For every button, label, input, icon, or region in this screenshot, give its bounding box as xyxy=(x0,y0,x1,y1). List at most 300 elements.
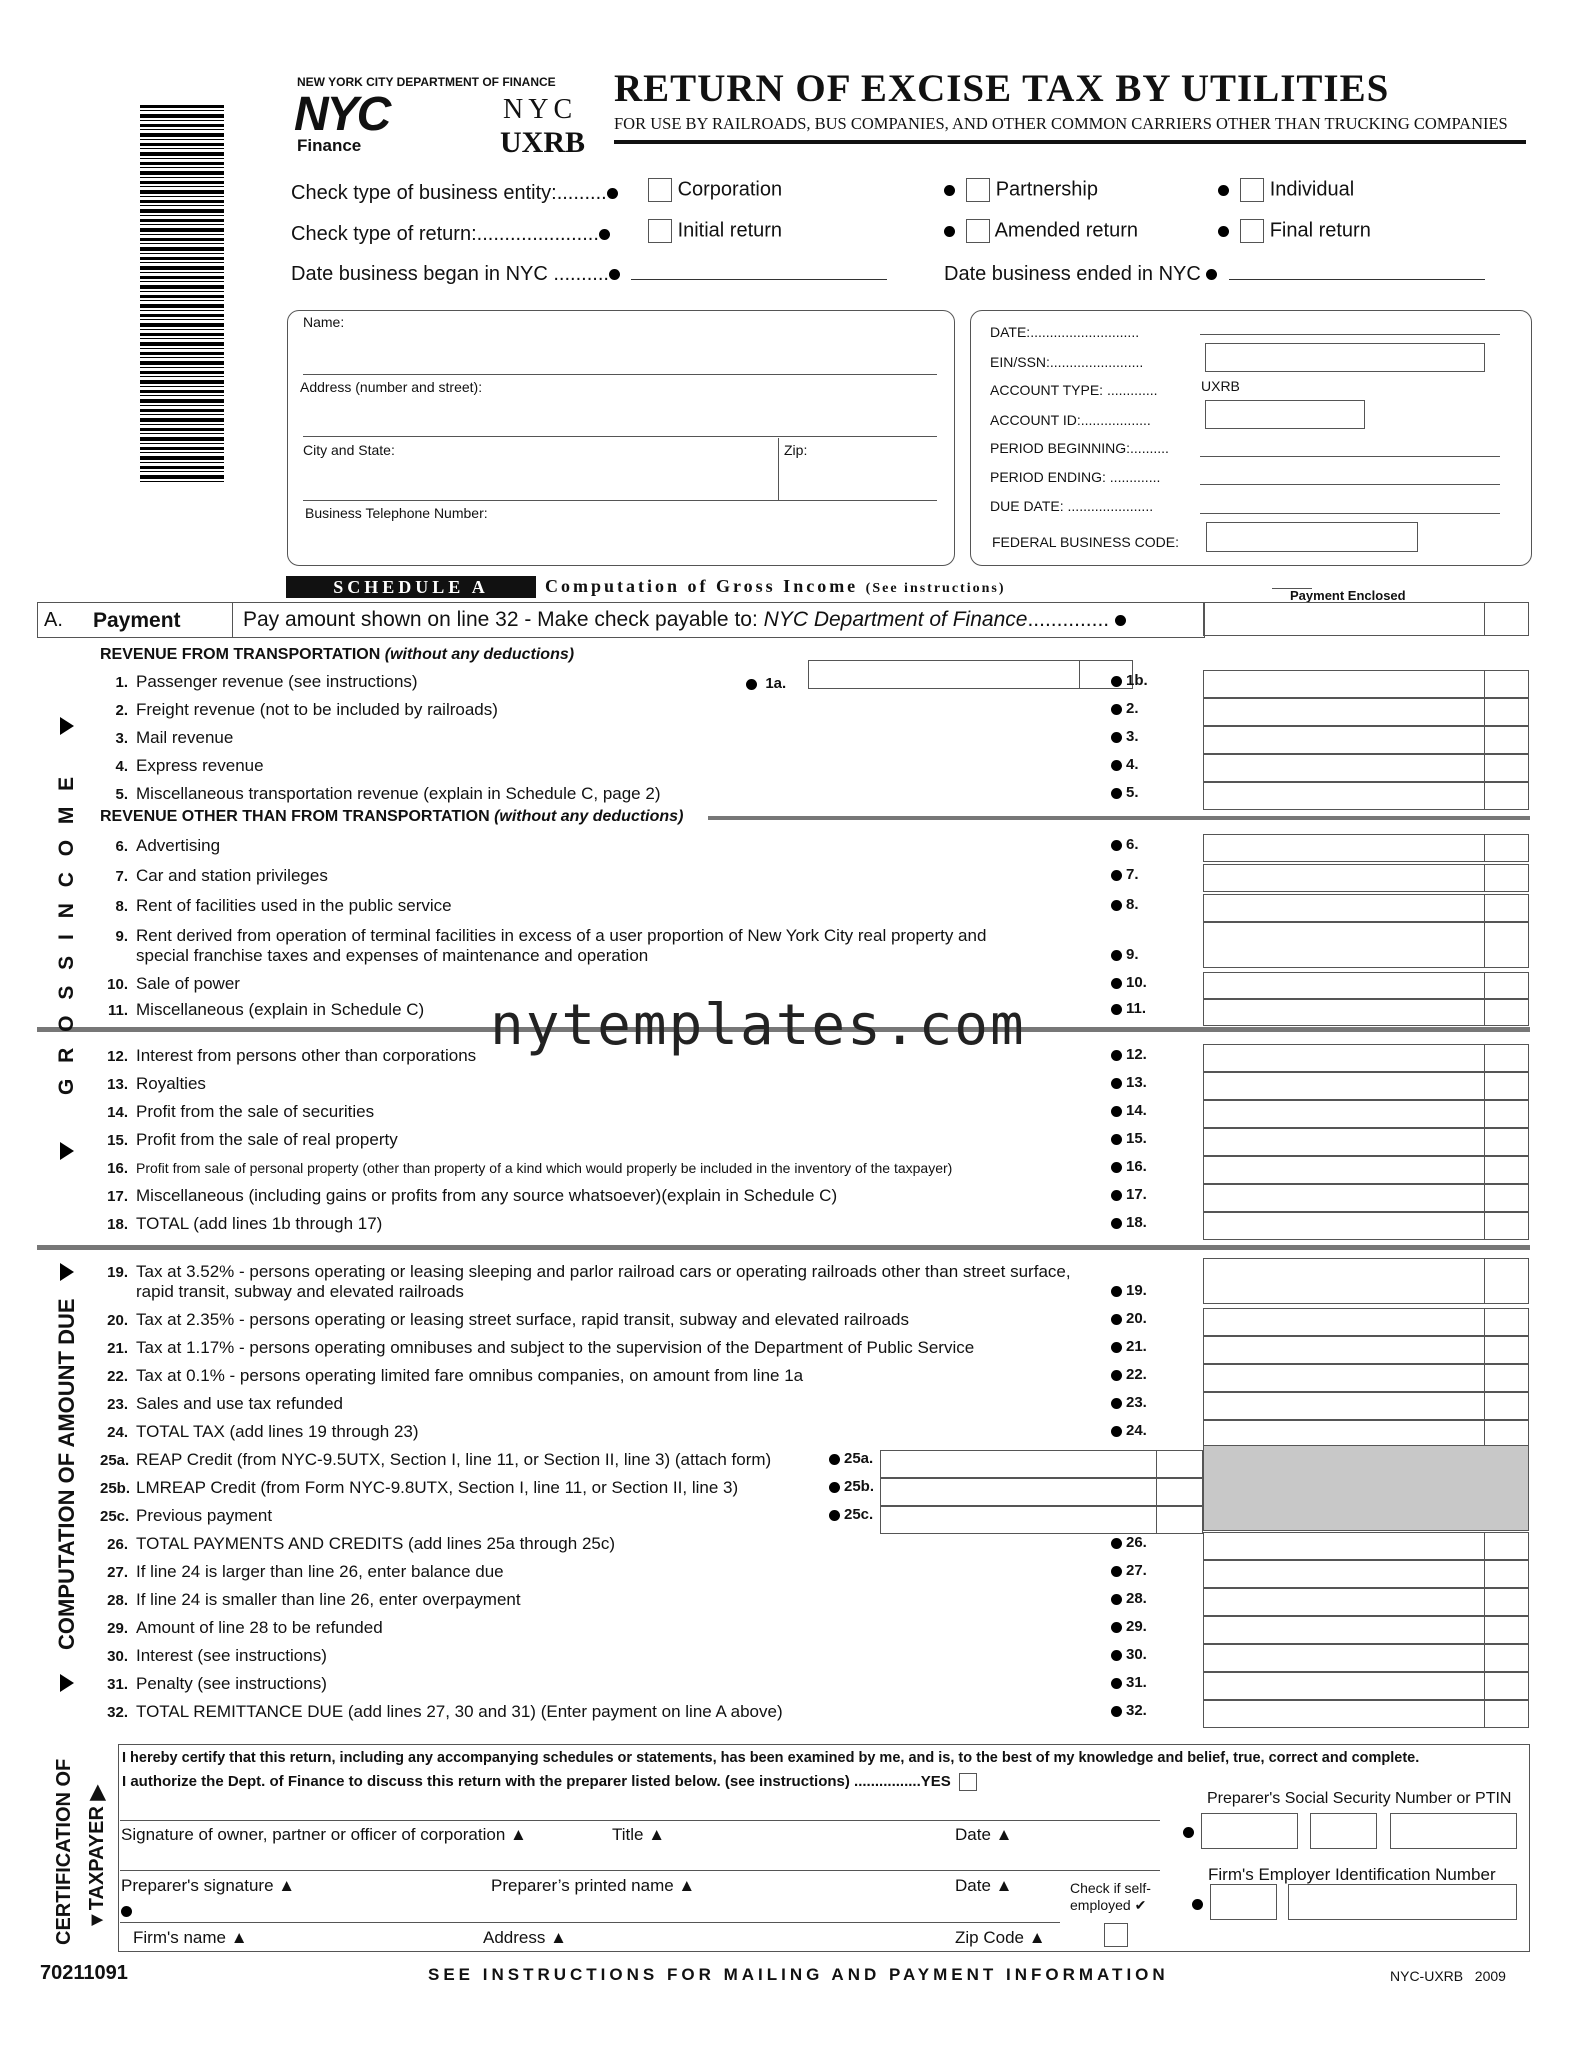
bullet-icon xyxy=(599,229,610,240)
line-number: 11. xyxy=(107,1002,128,1019)
line-number: 15. xyxy=(107,1132,128,1149)
amount-field[interactable] xyxy=(1203,1364,1529,1392)
line-ref: 31. xyxy=(1126,1674,1147,1691)
line-ref: 17. xyxy=(1126,1186,1147,1203)
amount-field[interactable] xyxy=(1203,834,1529,862)
line-number: 29. xyxy=(107,1620,128,1637)
schedule-a-tag: SCHEDULE A xyxy=(286,576,536,598)
date-began-row: Date business began in NYC .......... xyxy=(291,263,887,286)
line-ref: 7. xyxy=(1126,866,1139,883)
amount-field[interactable] xyxy=(1203,998,1529,1026)
line-number: 16. xyxy=(107,1160,128,1177)
line-row xyxy=(100,1394,1160,1420)
period-beginning-field[interactable] xyxy=(1200,456,1500,457)
payment-row: A. Payment Pay amount shown on line 32 - Make check payable to: NYC Department of Finance.............. xyxy=(37,602,1205,638)
amount-field[interactable] xyxy=(1203,972,1529,1000)
bullet-icon xyxy=(1111,1134,1122,1145)
gross-income-label: G R O S S I N C O M E xyxy=(55,771,78,1095)
bullet-icon xyxy=(1111,1050,1122,1061)
bullet-icon xyxy=(1111,1566,1122,1577)
bullet-icon xyxy=(1111,870,1122,881)
line-ref: 4. xyxy=(1126,756,1139,773)
date-ended-field[interactable] xyxy=(1229,279,1485,280)
amount-field[interactable] xyxy=(1203,726,1529,754)
bullet-icon xyxy=(1111,1314,1122,1325)
amount-field[interactable] xyxy=(1203,754,1529,782)
ein-label: EIN/SSN:........................ xyxy=(990,354,1144,370)
amount-field[interactable] xyxy=(1203,1532,1529,1560)
entity-corporation[interactable]: Corporation xyxy=(648,178,782,202)
line-number: 21. xyxy=(107,1340,128,1357)
line-number: 27. xyxy=(107,1564,128,1581)
bullet-icon xyxy=(1115,615,1126,626)
form-code-uxrb: UXRB xyxy=(500,126,586,159)
bullet-icon xyxy=(1111,1190,1122,1201)
ein-field[interactable] xyxy=(1205,343,1485,372)
line-text: Profit from sale of personal property (other than property of a kind which would properly be included in the inventory of the taxpayer) xyxy=(136,1160,953,1176)
line-number: 4. xyxy=(115,758,128,775)
dept-name: NEW YORK CITY DEPARTMENT OF FINANCE xyxy=(297,75,556,89)
line-row xyxy=(100,1590,1160,1616)
line-number: 2. xyxy=(115,702,128,719)
bullet-icon xyxy=(121,1906,132,1917)
self-employed-checkbox[interactable] xyxy=(1104,1923,1128,1947)
barcode xyxy=(140,105,224,485)
line-row xyxy=(100,1102,1160,1128)
line-text: Tax at 2.35% - persons operating or leasing street surface, rapid transit, subway and elevated railroads xyxy=(136,1310,909,1329)
line-number: 25a. xyxy=(100,1452,130,1469)
amount-field[interactable] xyxy=(1203,1044,1529,1072)
amount-field[interactable] xyxy=(1203,1700,1529,1728)
bullet-icon xyxy=(1111,676,1122,687)
zip-divider xyxy=(778,438,779,500)
line-number: 20. xyxy=(107,1312,128,1329)
line-ref: 18. xyxy=(1126,1214,1147,1231)
cert-text-2: I authorize the Dept. of Finance to discuss this return with the preparer listed below. (see instructions) ................YES xyxy=(122,1773,977,1791)
line-ref: 14. xyxy=(1126,1102,1147,1119)
bullet-icon xyxy=(829,1482,840,1493)
checkbox[interactable] xyxy=(966,219,990,243)
bullet-icon xyxy=(1192,1899,1203,1910)
sub-amount-field[interactable] xyxy=(880,1450,1203,1478)
bullet-icon xyxy=(944,226,955,237)
bullet-icon xyxy=(1111,1218,1122,1229)
line-number: 23. xyxy=(107,1396,128,1413)
checkbox[interactable] xyxy=(1240,219,1264,243)
line-ref: 9. xyxy=(1126,946,1139,963)
account-type-value: UXRB xyxy=(1201,378,1240,394)
line-text: Miscellaneous (explain in Schedule C) xyxy=(136,1000,425,1019)
line-text: Express revenue xyxy=(136,756,264,775)
bullet-icon xyxy=(1111,1106,1122,1117)
amount-field[interactable] xyxy=(1203,1100,1529,1128)
amount-field[interactable] xyxy=(1203,670,1529,698)
line-row xyxy=(100,1366,1160,1392)
form-id: NYC-UXRB 2009 xyxy=(1390,1968,1506,1984)
line-row xyxy=(100,756,1160,782)
amount-field[interactable] xyxy=(1203,1258,1529,1304)
revenue-other-header: REVENUE OTHER THAN FROM TRANSPORTATION (without any deductions) xyxy=(100,808,684,825)
line-ref: 29. xyxy=(1126,1618,1147,1635)
line-row xyxy=(100,1618,1160,1644)
entity-partnership[interactable]: Partnership xyxy=(944,178,1098,202)
line-row xyxy=(100,1074,1160,1100)
line-text-continued: rapid transit, subway and elevated railroads xyxy=(136,1282,464,1301)
form-code-nyc: NYC xyxy=(503,94,578,125)
preparer-ssn-label: Preparer's Social Security Number or PTIN xyxy=(1207,1790,1512,1807)
bullet-icon xyxy=(1111,1370,1122,1381)
date-began-field[interactable] xyxy=(631,279,887,280)
street-label: Address (number and street): xyxy=(300,379,483,395)
computation-label: COMPUTATION OF AMOUNT DUE xyxy=(54,1298,79,1650)
line-number: 17. xyxy=(107,1188,128,1205)
schedule-title: Computation of Gross Income (See instructions) xyxy=(545,576,1006,596)
line-text: Amount of line 28 to be refunded xyxy=(136,1618,383,1637)
shaded-block xyxy=(1203,1445,1529,1531)
preparer-ssn-field-2[interactable] xyxy=(1310,1813,1377,1849)
line-ref: 19. xyxy=(1126,1282,1147,1299)
account-id-label: ACCOUNT ID:.................. xyxy=(990,412,1151,428)
bullet-icon xyxy=(829,1510,840,1521)
line-ref: 8. xyxy=(1126,896,1139,913)
bullet-icon xyxy=(1111,1650,1122,1661)
bullet-icon xyxy=(1218,185,1229,196)
line-text: Rent derived from operation of terminal facilities in excess of a user proportion of New York City real property and xyxy=(136,926,987,945)
payment-enclosed-label: Payment Enclosed xyxy=(1290,588,1406,603)
line-number: 28. xyxy=(107,1592,128,1609)
line-row xyxy=(100,926,1160,972)
line-text: Freight revenue (not to be included by railroads) xyxy=(136,700,498,719)
line-number: 19. xyxy=(107,1264,128,1281)
checkbox[interactable] xyxy=(966,178,990,202)
mailing-instructions: SEE INSTRUCTIONS FOR MAILING AND PAYMENT INFORMATION xyxy=(428,1965,1169,1984)
self-employed-label-2: employed ✔ xyxy=(1070,1897,1147,1913)
line-row xyxy=(100,1674,1160,1700)
line-ref: 3. xyxy=(1126,728,1139,745)
amount-field[interactable] xyxy=(1203,1184,1529,1212)
line-text: Penalty (see instructions) xyxy=(136,1674,327,1693)
line-text: TOTAL TAX (add lines 19 through 23) xyxy=(136,1422,419,1441)
amount-field[interactable] xyxy=(1203,894,1529,922)
sub-amount-field[interactable] xyxy=(880,1506,1203,1534)
bullet-icon xyxy=(1206,269,1217,280)
line-row xyxy=(100,728,1160,754)
line-ref: 16. xyxy=(1126,1158,1147,1175)
preparer-ssn-field-1[interactable] xyxy=(1201,1813,1298,1849)
line-ref: 23. xyxy=(1126,1394,1147,1411)
bullet-icon xyxy=(1111,760,1122,771)
line-ref: 2. xyxy=(1126,700,1139,717)
amount-field[interactable] xyxy=(1203,698,1529,726)
finance-logo-text: Finance xyxy=(297,136,362,155)
federal-business-code-label: FEDERAL BUSINESS CODE: xyxy=(992,534,1179,550)
bullet-icon xyxy=(1111,1162,1122,1173)
form-subtitle: FOR USE BY RAILROADS, BUS COMPANIES, AND OTHER COMMON CARRIERS OTHER THAN TRUCKING COMPANIES xyxy=(614,114,1508,133)
line-number: 30. xyxy=(107,1648,128,1665)
line-number: 6. xyxy=(115,838,128,855)
line-ref: 11. xyxy=(1126,1000,1147,1017)
line-number: 9. xyxy=(115,928,128,945)
line-row xyxy=(100,1422,1160,1448)
line-ref: 30. xyxy=(1126,1646,1147,1663)
bullet-icon xyxy=(607,188,618,199)
line-row xyxy=(100,866,1160,894)
line-text: If line 24 is smaller than line 26, enter overpayment xyxy=(136,1590,521,1609)
form-title: RETURN OF EXCISE TAX BY UTILITIES xyxy=(614,67,1390,110)
period-ending-label: PERIOD ENDING: ............. xyxy=(990,469,1161,485)
amount-field[interactable] xyxy=(1203,922,1529,968)
nyc-logo: NYC xyxy=(294,88,390,141)
line-number: 22. xyxy=(107,1368,128,1385)
line-row xyxy=(100,1158,1160,1184)
line-ref: 5. xyxy=(1126,784,1139,801)
due-date-field[interactable] xyxy=(1200,513,1500,514)
amount-field[interactable] xyxy=(1203,1336,1529,1364)
amount-field[interactable] xyxy=(1203,1644,1529,1672)
bullet-icon xyxy=(1111,704,1122,715)
line-row xyxy=(100,1646,1160,1672)
preparer-ssn-field-3[interactable] xyxy=(1390,1813,1517,1849)
name-field[interactable] xyxy=(303,374,937,375)
federal-business-code-field[interactable] xyxy=(1206,522,1418,552)
title-label: Title ▲ xyxy=(612,1825,666,1844)
line-text: Profit from the sale of real property xyxy=(136,1130,398,1149)
entity-individual[interactable]: Individual xyxy=(1218,178,1354,202)
bullet-icon xyxy=(1183,1827,1194,1838)
due-date-label: DUE DATE: ...................... xyxy=(990,498,1154,514)
checkbox[interactable] xyxy=(1240,178,1264,202)
line-number: 25b. xyxy=(100,1480,131,1497)
line-text: Sales and use tax refunded xyxy=(136,1394,343,1413)
amount-field[interactable] xyxy=(1203,864,1529,892)
street-field[interactable] xyxy=(303,436,937,437)
arrow-right-icon xyxy=(60,1674,74,1692)
checkbox[interactable] xyxy=(648,219,672,243)
line-text: If line 24 is larger than line 26, enter balance due xyxy=(136,1562,504,1581)
date-ended-row: Date business ended in NYC xyxy=(944,263,1485,286)
watermark: nytemplates.com xyxy=(490,993,1026,1058)
amount-field[interactable] xyxy=(1203,1308,1529,1336)
line-ref: 10. xyxy=(1126,974,1147,991)
bullet-icon xyxy=(1111,1286,1122,1297)
bullet-icon xyxy=(1111,732,1122,743)
line-number: 5. xyxy=(115,786,128,803)
section-divider xyxy=(37,1245,1530,1250)
line-row xyxy=(100,700,1160,726)
line-ref: 26. xyxy=(1126,1534,1147,1551)
line-number: 13. xyxy=(107,1076,128,1093)
line-number: 1. xyxy=(115,674,128,691)
line-text: TOTAL (add lines 1b through 17) xyxy=(136,1214,383,1233)
line-ref: 21. xyxy=(1126,1338,1147,1355)
title-rule xyxy=(614,140,1526,144)
arrow-right-icon xyxy=(60,1263,74,1281)
bullet-icon xyxy=(1111,1004,1122,1015)
line-row xyxy=(100,672,1160,698)
line-text: Interest from persons other than corporations xyxy=(136,1046,477,1065)
line-row xyxy=(100,1214,1160,1240)
amount-field[interactable] xyxy=(1203,1616,1529,1644)
line-text: Mail revenue xyxy=(136,728,234,747)
line-number: 12. xyxy=(107,1048,128,1065)
line-text: Royalties xyxy=(136,1074,206,1093)
line-1a-marker: 1a. xyxy=(746,675,786,692)
amount-field[interactable] xyxy=(1203,1072,1529,1100)
city-label: City and State: xyxy=(303,442,395,458)
line-text: TOTAL PAYMENTS AND CREDITS (add lines 25a through 25c) xyxy=(136,1534,616,1553)
bullet-icon xyxy=(1111,950,1122,961)
line-row xyxy=(100,836,1160,864)
line-ref: 12. xyxy=(1126,1046,1147,1063)
line-number: 26. xyxy=(107,1536,128,1553)
date-label-2: Date ▲ xyxy=(955,1876,1013,1895)
amount-field[interactable] xyxy=(1203,1392,1529,1420)
amount-field[interactable] xyxy=(1203,782,1529,810)
amount-field[interactable] xyxy=(1203,1212,1529,1240)
certification-label: CERTIFICATION OF xyxy=(53,1758,75,1945)
account-id-field[interactable] xyxy=(1205,400,1365,429)
line-row xyxy=(100,1702,1160,1728)
amount-field[interactable] xyxy=(1203,1672,1529,1700)
line-text: Interest (see instructions) xyxy=(136,1646,327,1665)
period-beginning-label: PERIOD BEGINNING:.......... xyxy=(990,440,1169,456)
line-text: Profit from the sale of securities xyxy=(136,1102,375,1121)
period-ending-field[interactable] xyxy=(1200,484,1500,485)
line-text: Tax at 3.52% - persons operating or leasing sleeping and parlor railroad cars or operating railroads other than street surface, xyxy=(136,1262,1071,1281)
line-ref: 15. xyxy=(1126,1130,1147,1147)
line-number: 25c. xyxy=(100,1508,130,1525)
line-ref: 24. xyxy=(1126,1422,1147,1439)
bullet-icon xyxy=(1111,1398,1122,1409)
bullet-icon xyxy=(1111,1706,1122,1717)
line-ref: 13. xyxy=(1126,1074,1147,1091)
firm-ein-label: Firm's Employer Identification Number xyxy=(1208,1865,1496,1884)
sub-amount-field[interactable] xyxy=(880,1478,1203,1506)
amount-field[interactable] xyxy=(1203,1128,1529,1156)
line-row xyxy=(100,1534,1160,1560)
line-text: Car and station privileges xyxy=(136,866,328,885)
line-row xyxy=(100,1310,1160,1336)
line-text: Tax at 1.17% - persons operating omnibuses and subject to the supervision of the Department of Public Service xyxy=(136,1338,975,1357)
line-text: LMREAP Credit (from Form NYC-9.8UTX, Section I, line 11, or Section II, line 3) xyxy=(136,1478,739,1497)
cert-text-1: I hereby certify that this return, including any accompanying schedules or statements, has been examined by me, and is, to the best of my knowledge and belief, true, correct and complete. xyxy=(122,1750,1420,1766)
bullet-icon xyxy=(829,1454,840,1465)
line-row xyxy=(100,1186,1160,1212)
return-type-row: Check type of return:...................... xyxy=(291,223,610,246)
line-text: REAP Credit (from NYC-9.5UTX, Section I, line 11, or Section II, line 3) (attach form) xyxy=(136,1450,772,1469)
amount-field[interactable] xyxy=(1203,1156,1529,1184)
line-number: 3. xyxy=(115,730,128,747)
line-text-continued: special franchise taxes and expenses of maintenance and operation xyxy=(136,946,649,965)
amount-field[interactable] xyxy=(1203,1560,1529,1588)
line-row xyxy=(100,1262,1160,1308)
bullet-icon xyxy=(1111,978,1122,989)
address-box xyxy=(287,310,955,566)
amount-field[interactable] xyxy=(1203,1588,1529,1616)
section-rule xyxy=(708,816,1530,820)
city-field[interactable] xyxy=(303,500,937,501)
amount-field[interactable] xyxy=(1203,1420,1529,1448)
bullet-icon xyxy=(1111,1678,1122,1689)
line-number: 24. xyxy=(107,1424,128,1441)
return-amended[interactable]: Amended return xyxy=(944,219,1138,243)
authorize-yes-checkbox[interactable] xyxy=(959,1773,977,1791)
line-number: 7. xyxy=(115,868,128,885)
return-final[interactable]: Final return xyxy=(1218,219,1371,243)
bullet-icon xyxy=(1111,1622,1122,1633)
line-ref: 22. xyxy=(1126,1366,1147,1383)
return-initial[interactable]: Initial return xyxy=(648,219,782,243)
bullet-icon xyxy=(1111,1078,1122,1089)
line-number: 8. xyxy=(115,898,128,915)
bullet-icon xyxy=(1218,226,1229,237)
bullet-icon xyxy=(1111,1342,1122,1353)
bullet-icon xyxy=(1111,1594,1122,1605)
line-ref: 6. xyxy=(1126,836,1139,853)
bullet-icon xyxy=(1111,1426,1122,1437)
line-ref: 20. xyxy=(1126,1310,1147,1327)
line-text: Sale of power xyxy=(136,974,240,993)
firm-ein-field-2[interactable] xyxy=(1288,1884,1517,1920)
arrow-right-icon xyxy=(60,717,74,735)
line-number: 32. xyxy=(107,1704,128,1721)
line-row xyxy=(100,1562,1160,1588)
line-text: Previous payment xyxy=(136,1506,273,1525)
bullet-icon xyxy=(609,269,620,280)
line-text: Passenger revenue (see instructions) xyxy=(136,672,418,691)
account-type-label: ACCOUNT TYPE: ............. xyxy=(990,382,1158,398)
line-text: Miscellaneous (including gains or profits from any source whatsoever)(explain in Schedule C) xyxy=(136,1186,838,1205)
firm-name-label: Firm's name ▲ xyxy=(133,1928,248,1947)
line-ref: 25a. xyxy=(844,1450,874,1467)
bullet-icon xyxy=(1111,788,1122,799)
date-label: Date ▲ xyxy=(955,1825,1013,1844)
line-number: 10. xyxy=(107,976,128,993)
line-text: Advertising xyxy=(136,836,221,855)
phone-label: Business Telephone Number: xyxy=(305,505,488,521)
signature-label: Signature of owner, partner or officer of corporation ▲ xyxy=(121,1825,527,1844)
checkbox[interactable] xyxy=(648,178,672,202)
date-field[interactable] xyxy=(1200,334,1500,335)
line-ref: 27. xyxy=(1126,1562,1147,1579)
bullet-icon xyxy=(944,185,955,196)
date-label: DATE:............................ xyxy=(990,324,1140,340)
zip-code-label: Zip Code ▲ xyxy=(955,1928,1046,1947)
firm-ein-field-1[interactable] xyxy=(1210,1884,1277,1920)
line-number: 18. xyxy=(107,1216,128,1233)
line-row xyxy=(100,1130,1160,1156)
preparer-signature-label: Preparer's signature ▲ xyxy=(121,1876,296,1895)
zip-label: Zip: xyxy=(784,442,808,458)
preparer-name-label: Preparer’s printed name ▲ xyxy=(491,1876,696,1895)
arrow-right-icon xyxy=(60,1142,74,1160)
bullet-icon xyxy=(1111,840,1122,851)
taxpayer-label: ▼TAXPAYER ▶ xyxy=(86,1785,108,1930)
bullet-icon xyxy=(1111,900,1122,911)
revenue-transport-header: REVENUE FROM TRANSPORTATION (without any deductions) xyxy=(100,646,575,663)
self-employed-label: Check if self- xyxy=(1070,1880,1151,1896)
line-ref: 32. xyxy=(1126,1702,1147,1719)
bullet-icon xyxy=(1111,1538,1122,1549)
line-text: Tax at 0.1% - persons operating limited fare omnibus companies, on amount from line 1a xyxy=(136,1366,804,1385)
name-label: Name: xyxy=(303,314,345,330)
entity-type-row: Check type of business entity:......... xyxy=(291,182,618,205)
form-number: 70211091 xyxy=(40,1962,128,1984)
firm-address-label: Address ▲ xyxy=(483,1928,567,1947)
line-number: 31. xyxy=(107,1676,128,1693)
payment-amount-field[interactable] xyxy=(1203,602,1529,636)
line-ref: 25b. xyxy=(844,1478,875,1495)
